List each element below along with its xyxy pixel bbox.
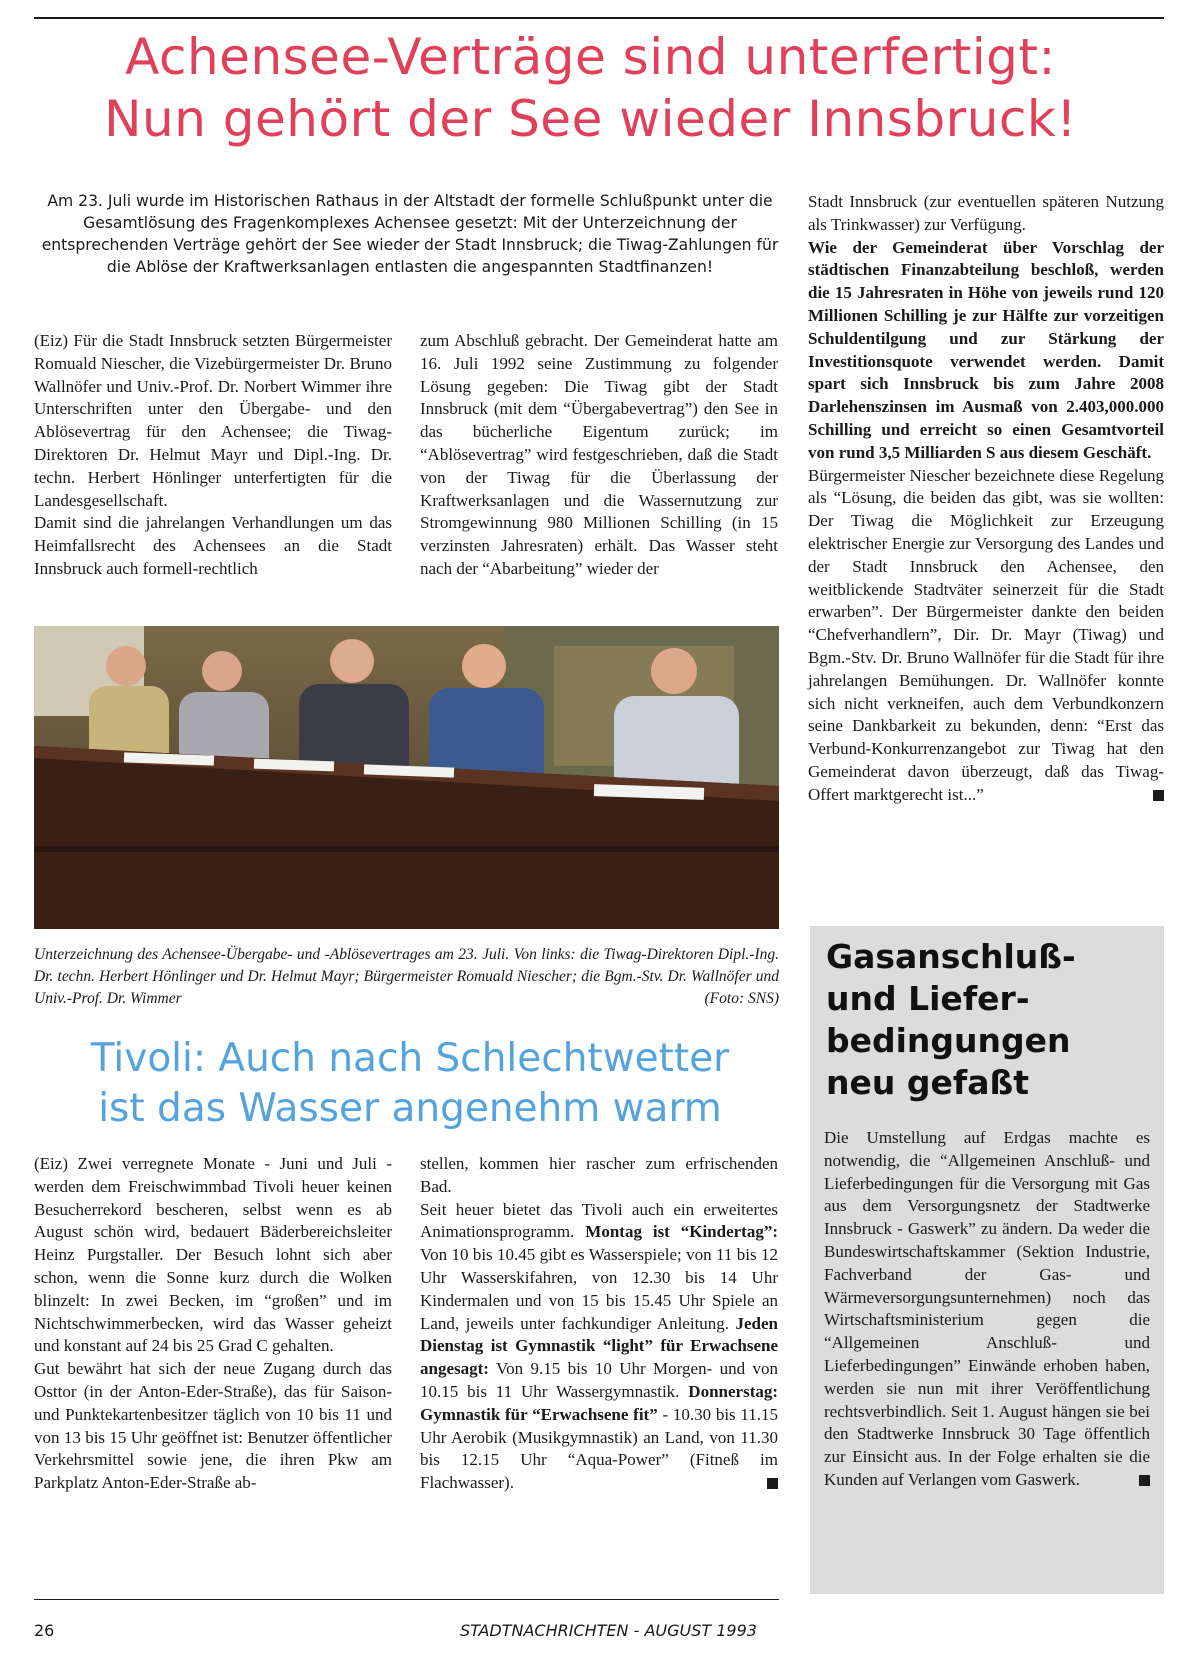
page-headline — [30, 26, 1151, 150]
sidebox-headline-line-3: bedingungen — [826, 1021, 1071, 1060]
sidebox-headline-line-2: und Liefer- — [826, 979, 1030, 1018]
article2-column-2 — [420, 1153, 778, 1495]
sidebox-headline-line-1: Gasanschluß- — [826, 937, 1076, 976]
article1-col1-para-2: Damit sind die jahrelangen Verhandlungen um das Heimfallsrecht des Achensees an die Stadt Innsbruck auch formell-rechtlich — [34, 513, 392, 578]
signing-photo — [34, 626, 779, 929]
article2-col2-text-2: Von 10 bis 10.45 gibt es Wasserspiele; von 11 bis 12 Uhr Wasserskifahren, von 12.30 bis 14 Uhr Kindermalen und von 15 bis 15.45 Uhr Spiele an Land, jeweils unter fachkundiger Anleitung. — [420, 1245, 778, 1333]
article2-col2-bold-3: Donnerstag: Gymnastik für “Erwachsene fit” — [420, 1381, 779, 1424]
article2-headline-line-2: ist das Wasser angenehm warm — [98, 1086, 722, 1131]
article2-col1-para-1: (Eiz) Zwei verregnete Monate - Juni und Juli - werden dem Freischwimmbad Tivoli heuer keinen Besucherrekord bescheren, selbst wenn es ab August schön wird, bedauert Bäderbereichsleiter Heinz Purgstaller. Der Besuch lohnt sich aber schon, wenn die Sonne kurz durch die Wolken blinzelt: In zwei Becken, im “großen” und im Nichtschwimmerbecken, wird das Wasser geheizt und konstant auf 24 bis 25 Grad C gehalten. — [34, 1154, 392, 1356]
article2-col2-text-4: - 10.30 bis 11.15 Uhr Aerobik (Musikgymnastik) an Land, von 11.30 bis 12.15 Uhr “Aqua-Power” (Fitneß im Flachwasser). — [420, 1404, 779, 1493]
article2-col2-bold-1: Montag ist “Kindertag”: — [585, 1222, 778, 1242]
article2-col2-para-1: stellen, kommen hier rascher zum erfrischenden Bad. — [420, 1154, 778, 1196]
sidebox-headline-line-4: neu gefaßt — [826, 1063, 1029, 1102]
article1-column-3 — [808, 191, 1164, 807]
sidebox-body — [824, 1127, 1150, 1492]
publication-footer: STADTNACHRICHTEN - AUGUST 1993 — [460, 1621, 757, 1640]
article2-col2-text-1: Seit heuer bietet das Tivoli auch ein erweitertes Animationsprogramm. — [420, 1199, 778, 1242]
article2-col2-text-3: Von 9.15 bis 10 Uhr Morgen- und von 10.15 bis 11 Uhr Wassergymnastik. — [420, 1359, 778, 1401]
photo-credit: (Foto: SNS) — [704, 990, 779, 1007]
lead-paragraph: Am 23. Juli wurde im Historischen Rathaus in der Altstadt der formelle Schlußpunkt unter die Gesamtlösung des Fragenkomplexes Achensee gesetzt: Mit der Unterzeichnung der entsprechenden Verträge gehört der See wieder der Stadt Innsbruck; die Tiwag-Zahlungen für die Ablöse der Kraftwerksanlagen entlasten die angespannten Stadtfinanzen! — [41, 192, 779, 276]
bottom-rule — [34, 1599, 779, 1600]
photo-caption-text: Unterzeichnung des Achensee-Übergabe- und -Ablösevertrages am 23. Juli. Von links: die Tiwag-Direktoren Dipl.-Ing. Dr. techn. Herbert Hönlinger und Dr. Helmut Mayr; Bürgermeister Romuald Niescher; die Bgm.-Stv. Dr. Wallnöfer und Univ.-Prof. Dr. Wimmer — [34, 946, 779, 1007]
page-number: 26 — [34, 1621, 55, 1640]
sidebox-body-text: Die Umstellung auf Erdgas machte es notwendig, die “Allgemeinen Anschluß- und Lieferbedingungen für die Versorgung mit Gas aus dem Versorgungsnetz der Stadtwerke Innsbruck - Gaswerk” zu ändern. Da weder die Bundeswirtschaftskammer (Sektion Industrie, Fachverband der Gas- und Wärmeversorgungsunternehmen) noch das Wirtschaftsministerium gegen die “Allgemeinen Anschluß- und Lieferbedingungen” Einwände erhoben haben, werden sie nun mit ihrer Veröffentlichung rechtsverbindlich. Seit 1. August hängen sie bei den Stadtwerke Innsbruck 30 Tage öffentlich zur Einsicht aus. In der Folge erhalten sie die Kunden auf Verlangen vom Gaswerk. — [824, 1128, 1150, 1489]
article1-col2-para: zum Abschluß gebracht. Der Gemeinderat hatte am 16. Juli 1992 seine Zustimmung zu folgender Lösung gegeben: Die Tiwag gibt der Stadt Innsbruck (mit dem “Übergabevertrag”) den See in das bücherliche Eigentum zurück; im “Ablösevertrag” wird festgeschrieben, daß die Stadt von der Tiwag für die Überlassung der Kraftwerksanlagen und die Wassernutzung zur Stromgewinnung 980 Millionen Schilling (in 15 verzinsten Jahresraten) erhält. Das Wasser steht nach der “Abarbeitung” wieder der — [420, 331, 778, 578]
article2-headline-line-1: Tivoli: Auch nach Schlechtwetter — [90, 1036, 730, 1081]
headline-line-1: Achensee-Verträge sind unterfertigt: — [125, 28, 1056, 86]
article1-col1-para-1: (Eiz) Für die Stadt Innsbruck setzten Bürgermeister Romuald Niescher, die Vizebürgermeister Dr. Bruno Wallnöfer und Univ.-Prof. Dr. Norbert Wimmer ihre Unterschriften unter den Übergabe- und den Ablösevertrag für den Achensee; die Tiwag-Direktoren Dr. Helmut Mayr und Dipl.-Ing. Dr. techn. Herbert Hönlinger unterfertigten für die Landesgesellschaft. — [34, 331, 392, 510]
photo-caption — [34, 944, 779, 1010]
top-rule — [34, 17, 1164, 19]
article2-column-1 — [34, 1153, 392, 1495]
article2-col2-bold-2: Jeden Dienstag ist Gymnastik “light” für Erwachsene angesagt: — [420, 1313, 779, 1379]
article1-col3-bold-para: Wie der Gemeinderat über Vorschlag der städtischen Finanzabteilung beschloß, werden die 15 Jahresraten in Höhe von jeweils rund 120 Millionen Schilling je zur Hälfte zur vorzeitigen Schuldentilgung und zur Stärkung der Investitionsquote verwendet werden. Damit spart sich Innsbruck bis zum Jahre 2008 Darlehenszinsen im Ausmaß von 2.403,000.000 Schilling und erreicht so einen Gesamtvorteil von rund 3,5 Milliarden S aus diesem Geschäft. — [808, 237, 1164, 462]
article1-col3-para-1: Stadt Innsbruck (zur eventuellen späteren Nutzung als Trinkwasser) zur Verfügung. — [808, 192, 1164, 234]
signing-photo-illustration — [34, 626, 779, 929]
end-mark — [1153, 790, 1164, 801]
article2-headline — [40, 1034, 780, 1134]
article2-col1-para-2: Gut bewährt hat sich der neue Zugang durch das Osttor (in der Anton-Eder-Straße), das für Saison- und Punktekartenbesitzer täglich von 10 bis 11 und von 13 bis 15 Uhr geöffnet ist: Benutzer öffentlicher Verkehrsmittel sowie jene, die ihren Pkw am Parkplatz Anton-Eder-Straße ab- — [34, 1359, 392, 1493]
end-mark — [1139, 1475, 1150, 1486]
article1-col3-para-3: Bürgermeister Niescher bezeichnete diese Regelung als “Lösung, die beiden das gibt, was sie wollten: Der Tiwag die Möglichkeit zur Erzeugung elektrischer Energie zur Versorgung des Landes und der Stadt Innsbruck den Achensee, den weitblickende Stadtväter seinerzeit für die Stadt erwarben”. Der Bürgermeister dankte den beiden “Chefverhandlern”, Dir. Dr. Mayr (Tiwag) und Bgm.-Stv. Dr. Bruno Wallnöfer für die Stadt für ihre jahrelangen Bemühungen. Dr. Wallnöfer konnte sich nicht verkneifen, auch dem Verbundkonzern seine Dankbarkeit zu bekunden, denn: “Erst das Verbund-Konkurrenzangebot zur Tiwag hat den Gemeinderat davon überzeugt, daß das Tiwag-Offert marktgerecht ist...” — [808, 465, 1164, 804]
article1-column-2 — [420, 330, 778, 581]
headline-line-2: Nun gehört der See wieder Innsbruck! — [104, 90, 1077, 148]
article1-column-1 — [34, 330, 392, 581]
end-mark — [767, 1478, 778, 1489]
sidebox-headline — [826, 936, 1146, 1104]
